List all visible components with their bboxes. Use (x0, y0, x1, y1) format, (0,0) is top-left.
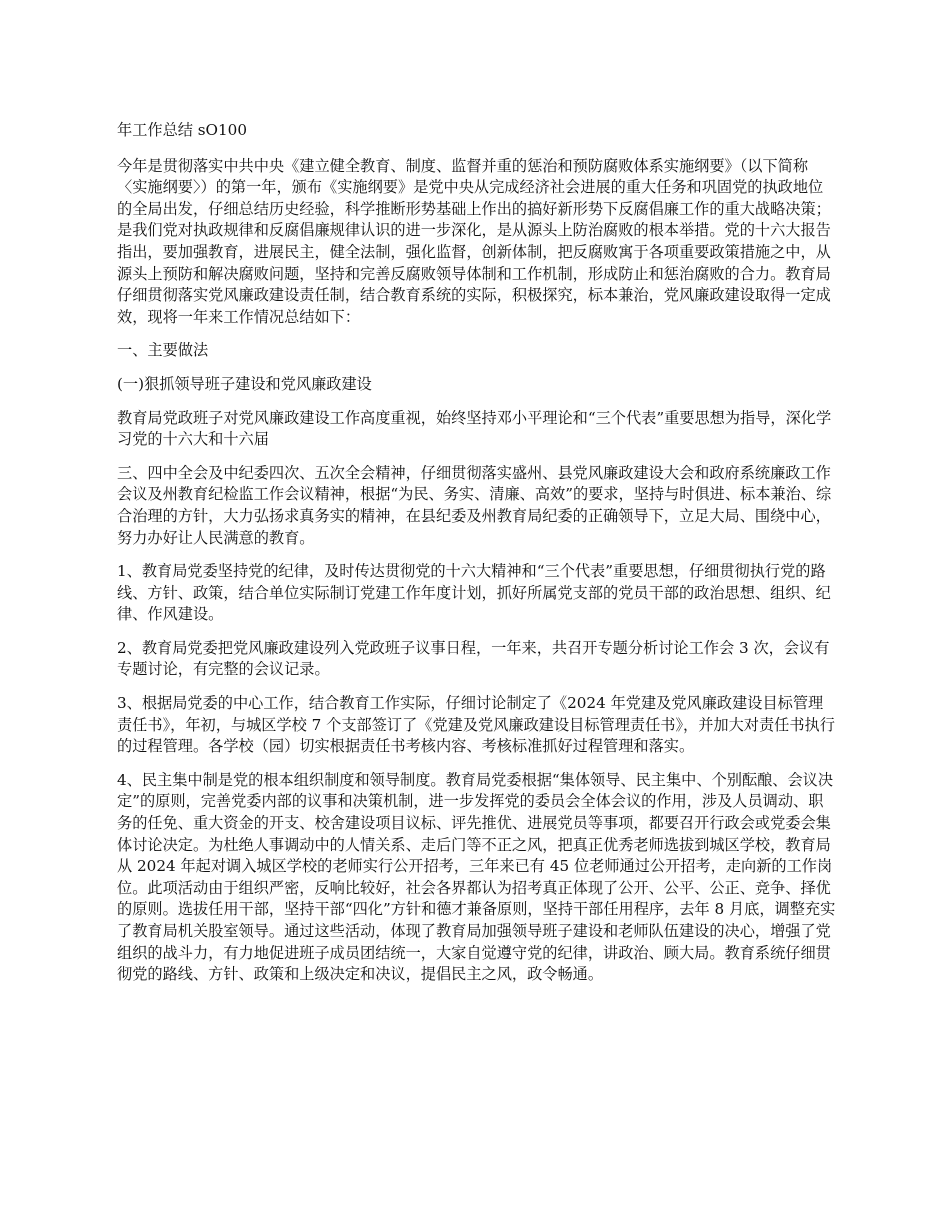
section-heading-main-practices: 一、主要做法 (117, 341, 209, 360)
subsection-heading-leadership: (一)狠抓领导班子建设和党风廉政建设 (117, 374, 372, 393)
paragraph-item-2: 2、教育局党委把党风廉政建设列入党政班子议事日程，一年来，共召开专题分析讨论工作会 3 次，会议有专题讨论，有完整的会议记录。 (117, 638, 830, 679)
paragraph-plenary-spirit: 三、四中全会及中纪委四次、五次全会精神，仔细贯彻落实盛州、县党风廉政建设大会和政府系统廉政工作会议及州教育纪检监工作会议精神，根据“为民、务实、清廉、高效”的要求，坚持与时俱进、标本兼治、综合治理的方针，大力弘扬求真务实的精神，在县纪委及州教育局纪委的正确领导下，立足大局、围绕中心，努力办好让人民满意的教育。 (117, 463, 832, 547)
paragraph-leadership-guidance: 教育局党政班子对党风廉政建设工作高度重视，始终坚持邓小平理论和“三个代表”重要思想为指导，深化学习党的十六大和十六届 (117, 408, 832, 449)
document-title: 年工作总结 sO100 (117, 121, 247, 139)
paragraph-item-4: 4、民主集中制是党的根本组织制度和领导制度。教育局党委根据“集体领导、民主集中、个别酝酿、会议决定”的原则，完善党委内部的议事和决策机制，进一步发挥党的委员会全体会议的作用，涉及人员调动、职务的任免、重大资金的开支、校舍建设项目议标、评先推优、进展党员等事项，都要召开行政会或党委会集体讨论决定。为杜绝人事调动中的人情关系、走后门等不正之风，把真正优秀老师选拔到城区学校，教育局从 2024 年起对调入城区学校的老师实行公开招考，三年来已有 45 位老师通过公开招考，走向新的工作岗位。此项活动由于组织严密，反响比较好，社会各界都认为招考真正体现了公开、公平、公正、竞争、择优的原则。选拔任用干部，坚持干部“四化”方针和德才兼备原则，坚持干部任用程序，去年 8 月底，调整充实了教育局机关股室领导。通过这些活动，体现了教育局加强领导班子建设和老师队伍建设的决心，增强了党组织的战斗力，有力地促进班子成员团结统一，大家自觉遵守党的纪律，讲政治、顾大局。教育系统仔细贯彻党的路线、方针、政策和上级决定和决议，提倡民主之风，政令畅通。 (117, 770, 836, 984)
paragraph-intro: 今年是贯彻落实中共中央《建立健全教育、制度、监督并重的惩治和预防腐败体系实施纲要》（以下简称〈实施纲要〉）的第一年，颁布《实施纲要》是党中央从完成经济社会进展的重大任务和巩固党的执政地位的全局出发，仔细总结历史经验，科学推断形势基础上作出的搞好新形势下反腐倡廉工作的重大战略决策；是我们党对执政规律和反腐倡廉规律认识的进一步深化，是从源头上防治腐败的根本举措。党的十六大报告指出，要加强教育，进展民主，健全法制，强化监督，创新体制，把反腐败寓于各项重要政策措施之中，从源头上预防和解决腐败问题，坚持和完善反腐败领导体制和工作机制，形成防止和惩治腐败的合力。教育局仔细贯彻落实党风廉政建设责任制，结合教育系统的实际，积极探究，标本兼治，党风廉政建设取得一定成效，现将一年来工作情况总结如下： (117, 156, 831, 326)
paragraph-item-1: 1、教育局党委坚持党的纪律，及时传达贯彻党的十六大精神和“三个代表”重要思想，仔细贯彻执行党的路线、方针、政策，结合单位实际制订党建工作年度计划，抓好所属党支部的党员干部的政治思想、组织、纪律、作风建设。 (117, 562, 831, 624)
paragraph-item-3: 3、根据局党委的中心工作，结合教育工作实际，仔细讨论制定了《2024 年党建及党风廉政建设目标管理责任书》，年初，与城区学校 7 个支部签订了《党建及党风廉政建设目标管理责任书》，并加大对责任书执行的过程管理。各学校（园）切实根据责任书考核内容、考核标准抓好过程管理和落实。 (117, 694, 835, 756)
document-page (117, 120, 837, 998)
